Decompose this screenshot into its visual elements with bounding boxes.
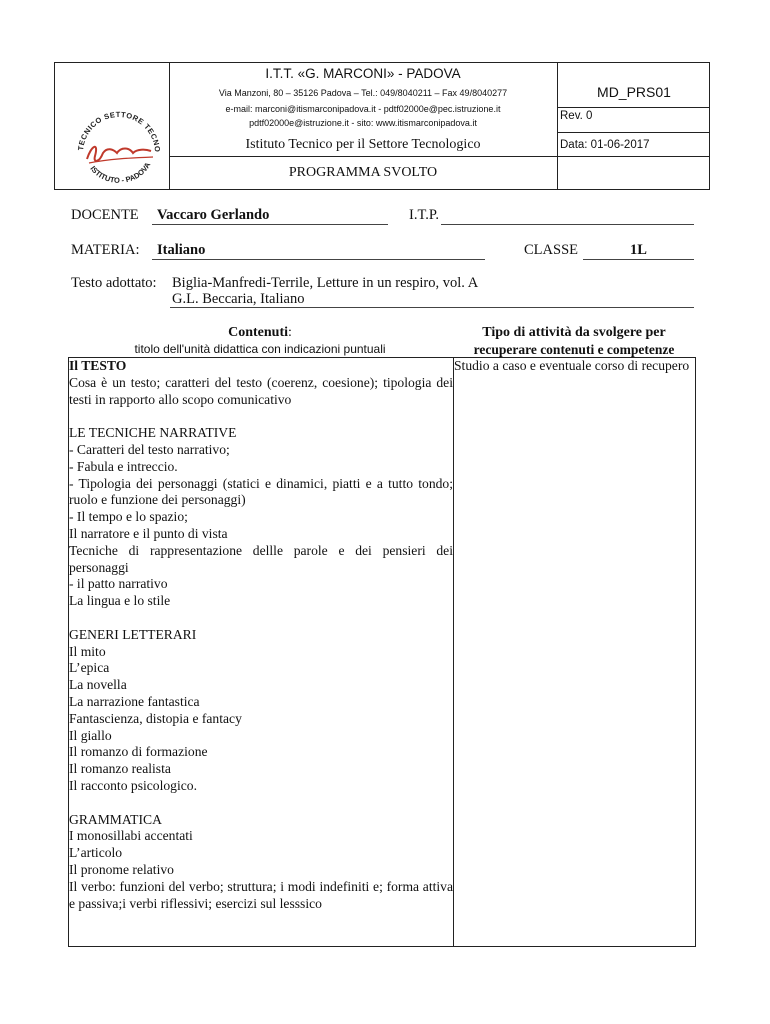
activity-header-1: Tipo di attività da svolgere per (482, 325, 666, 340)
content-line: L’articolo (69, 845, 123, 861)
activity-header-2: recuperare contenuti e competenze (473, 342, 675, 357)
content-line: Il verbo: funzioni del verbo; struttura; i modi indefiniti e; forma attiva e passiva;i verbi riflessivi; esercizi sul lesssico (69, 878, 453, 911)
content-line: La narrazione fantastica (69, 693, 200, 709)
content-table (68, 357, 696, 947)
school-logo (69, 101, 169, 191)
activity-text: Studio a caso e eventuale corso di recupero (454, 358, 690, 373)
content-line: Il romanzo realista (69, 761, 171, 777)
content-line: - Caratteri del testo narrativo; (69, 441, 230, 457)
svg-text:TECNICO SETTORE TECNOLOGICO: TECNICO SETTORE TECNO (76, 109, 163, 153)
testo-line-2: G.L. Beccaria, Italiano (172, 291, 305, 307)
content-line: - Fabula e intreccio. (69, 458, 178, 474)
content-line: Il mito (69, 643, 106, 659)
testo-line-1: Biglia-Manfredi-Terrile, Letture in un respiro, vol. A (172, 275, 479, 291)
content-line: I monosillabi accentati (69, 828, 193, 844)
docente-value: Vaccaro Gerlando (157, 207, 270, 223)
date: Data: 01-06-2017 (560, 139, 650, 151)
testo-label: Testo adottato: (71, 275, 157, 291)
docente-label: DOCENTE (71, 207, 139, 223)
school-emails: e-mail: marconi@itismarconipadova.it - pdtf02000e@pec.istruzione.it (225, 104, 501, 114)
content-line (69, 408, 453, 425)
content-line: Il TESTO (69, 358, 127, 373)
school-emails-2: pdtf02000e@istruzione.it - sito: www.itismarconipadova.it (249, 118, 477, 128)
materia-value: Italiano (157, 242, 206, 258)
contenuti-column (69, 358, 453, 912)
institute-name: Istituto Tecnico per il Settore Tecnologico (245, 137, 481, 152)
classe-label: CLASSE (524, 242, 578, 258)
content-line: Cosa è un testo; caratteri del testo (coerenz, coesione); tipologia dei testi in rapporto allo scopo comunicativo (69, 374, 453, 407)
content-line: Il racconto psicologico. (69, 777, 197, 793)
header-box (54, 62, 710, 190)
content-line: LE TECNICHE NARRATIVE (69, 425, 237, 441)
document-title: PROGRAMMA SVOLTO (288, 165, 438, 180)
content-line: Fantascienza, distopia e fantacy (69, 710, 242, 726)
itp-label: I.T.P. (409, 207, 439, 223)
content-line: - Il tempo e lo spazio; (69, 509, 188, 525)
materia-label: MATERIA: (71, 242, 140, 258)
content-line: Il narratore e il punto di vista (69, 525, 228, 541)
content-line: - il patto narrativo (69, 576, 168, 592)
content-line: GENERI LETTERARI (69, 626, 197, 642)
content-line: Il romanzo di formazione (69, 744, 208, 760)
school-name: I.T.T. «G. MARCONI» - PADOVA (265, 66, 461, 81)
content-line (69, 610, 453, 627)
content-line: L’epica (69, 660, 110, 676)
content-line (69, 795, 453, 812)
content-line: La lingua e lo stile (69, 593, 171, 609)
svg-text:ISTITUTO - PADOVA -: ISTITUTO - PADOVA (88, 160, 153, 185)
contenuti-header: Contenuti: (228, 325, 292, 340)
contenuti-subheader: titolo dell'unità didattica con indicazioni puntuali (134, 342, 386, 356)
document-code: MD_PRS01 (597, 84, 671, 100)
content-line: Il giallo (69, 727, 112, 743)
content-line: - Tipologia dei personaggi (statici e dinamici, piatti e a tutto tondo; ruolo e funzione dei personaggi) (69, 475, 453, 508)
content-line: La novella (69, 677, 127, 693)
content-line: Tecniche di rappresentazione dellle parole e dei pensieri dei personaggi (69, 542, 453, 575)
school-address: Via Manzoni, 80 – 35126 Padova – Tel.: 049/8040211 – Fax 49/8040277 (218, 88, 508, 98)
content-line: GRAMMATICA (69, 811, 162, 827)
revision: Rev. 0 (560, 110, 593, 122)
content-line: Il pronome relativo (69, 861, 174, 877)
classe-value: 1L (630, 242, 647, 258)
